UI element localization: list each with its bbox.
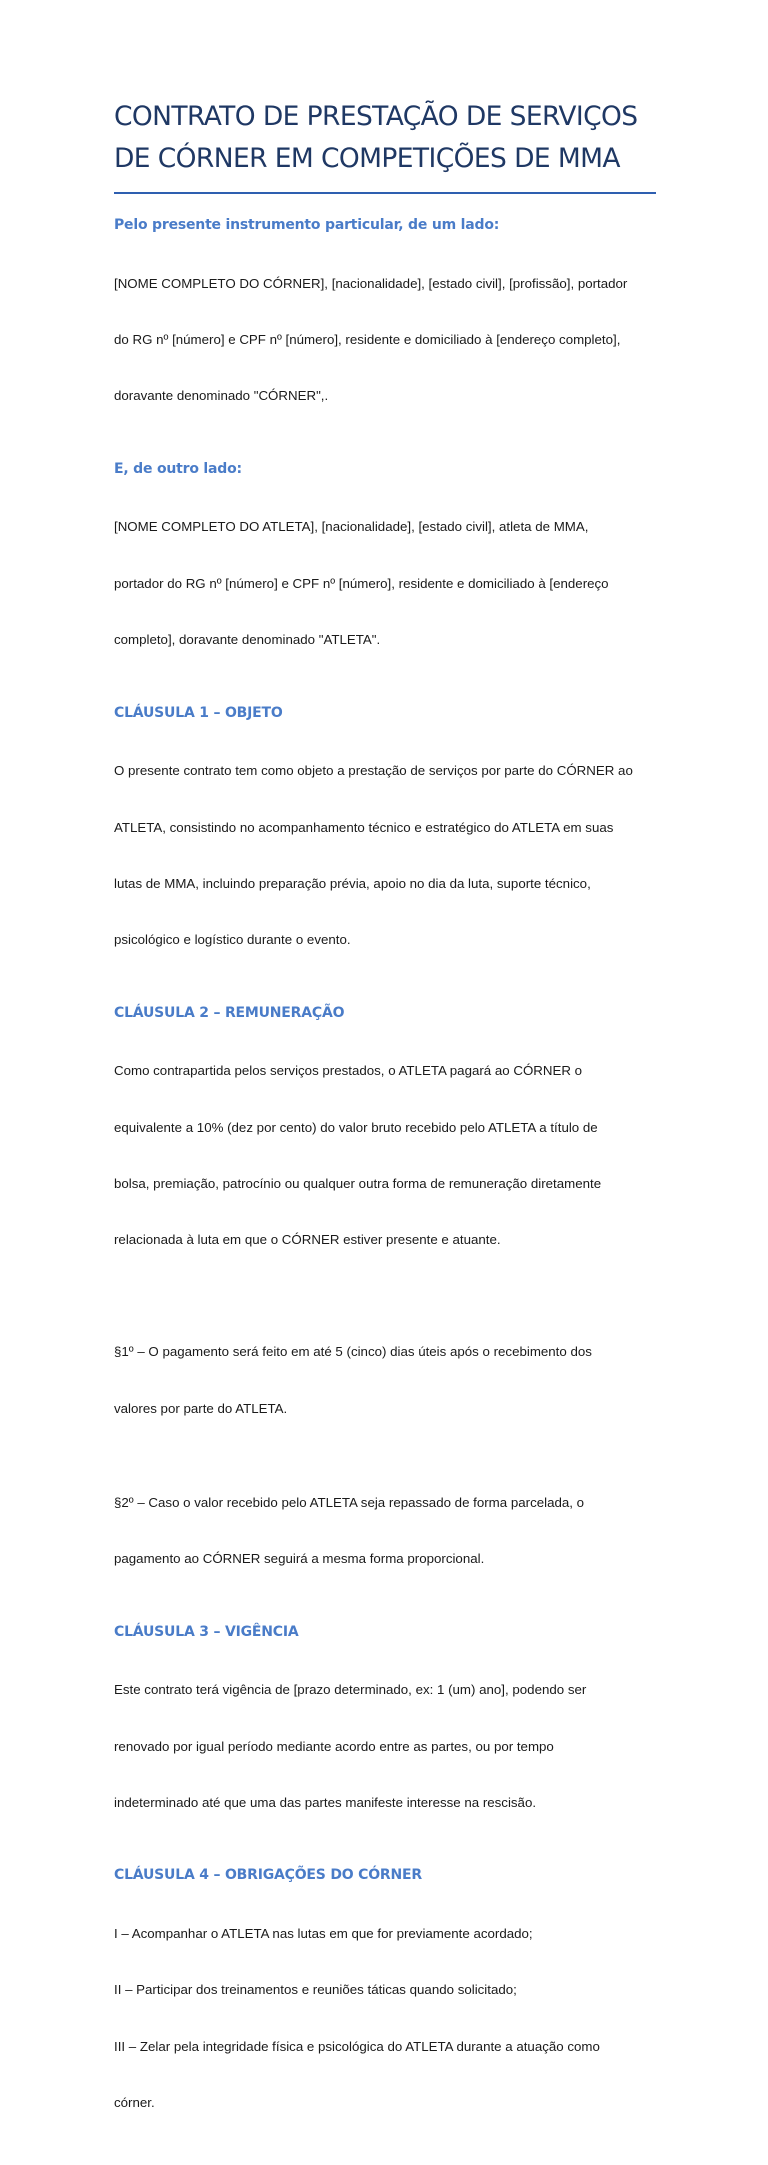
text-line: III – Zelar pela integridade física e psicológica do ATLETA durante a atuação como: [114, 2038, 600, 2054]
title-line: CONTRATO DE PRESTAÇÃO DE SERVIÇOS: [114, 101, 638, 132]
section-clause-4: [114, 1864, 656, 2150]
clause-3-heading: CLÁUSULA 3 – VIGÊNCIA: [114, 1623, 299, 1640]
clause-2-text: [114, 1025, 656, 1288]
text-line: valores por parte do ATLETA.: [114, 1400, 288, 1416]
text-line: O presente contrato tem como objeto a prestação de serviços por parte do CÓRNER ao: [114, 763, 633, 779]
text-line: §1º – O pagamento será feito em até 5 (cinco) dias úteis após o recebimento dos: [114, 1344, 592, 1360]
clause-2-paragraph-2: [114, 1456, 656, 1606]
text-line: indeterminado até que uma das partes manifeste interesse na rescisão.: [114, 1794, 537, 1810]
document-title: [114, 96, 656, 180]
section-clause-1: [114, 702, 656, 988]
title-divider: [114, 192, 656, 194]
text-line: bolsa, premiação, patrocínio ou qualquer outra forma de remuneração diretamente: [114, 1176, 602, 1192]
text-line: [NOME COMPLETO DO ATLETA], [nacionalidade], [estado civil], atleta de MMA,: [114, 519, 589, 535]
clause-1-text: [114, 725, 656, 988]
text-line: Este contrato terá vigência de [prazo determinado, ex: 1 (um) ano], podendo ser: [114, 1682, 587, 1698]
clause-4-heading: CLÁUSULA 4 – OBRIGAÇÕES DO CÓRNER: [114, 1867, 422, 1884]
clause-4-text: [114, 1887, 656, 2150]
first-party-text: [114, 237, 656, 444]
text-line: Como contrapartida pelos serviços prestados, o ATLETA pagará ao CÓRNER o: [114, 1063, 583, 1079]
paragraph-gap: [114, 1288, 656, 1306]
text-line: ATLETA, consistindo no acompanhamento técnico e estratégico do ATLETA em suas: [114, 819, 614, 835]
text-line: do RG nº [número] e CPF nº [número], residente e domiciliado à [endereço completo],: [114, 331, 621, 347]
text-line: [NOME COMPLETO DO CÓRNER], [nacionalidade], [estado civil], [profissão], portador: [114, 275, 628, 291]
second-party-text: [114, 481, 656, 688]
text-line: §2º – Caso o valor recebido pelo ATLETA seja repassado de forma parcelada, o: [114, 1494, 585, 1510]
text-line: psicológico e logístico durante o evento.: [114, 932, 351, 948]
text-line: relacionada à luta em que o CÓRNER estiver presente e atuante.: [114, 1232, 501, 1248]
title-line: DE CÓRNER EM COMPETIÇÕES DE MMA: [114, 143, 620, 174]
second-party-heading: E, de outro lado:: [114, 460, 242, 477]
text-line: equivalente a 10% (dez por cento) do valor bruto recebido pelo ATLETA a título de: [114, 1119, 598, 1135]
document-page: [114, 96, 656, 2165]
clause-2-paragraph-1: [114, 1306, 656, 1456]
section-clause-3: [114, 1621, 656, 1851]
text-line: doravante denominado "CÓRNER",.: [114, 388, 329, 404]
text-line: portador do RG nº [número] e CPF nº [número], residente e domiciliado à [endereço: [114, 575, 609, 591]
section-first-party: [114, 214, 656, 444]
text-line: I – Acompanhar o ATLETA nas lutas em que for previamente acordado;: [114, 1925, 533, 1941]
text-line: II – Participar dos treinamentos e reuniões táticas quando solicitado;: [114, 1982, 517, 1998]
text-line: completo], doravante denominado "ATLETA".: [114, 632, 381, 648]
section-clause-2: [114, 1002, 656, 1607]
text-line: córner.: [114, 2095, 155, 2111]
section-second-party: [114, 458, 656, 688]
text-line: renovado por igual período mediante acordo entre as partes, ou por tempo: [114, 1738, 554, 1754]
text-line: pagamento ao CÓRNER seguirá a mesma forma proporcional.: [114, 1551, 485, 1567]
text-line: lutas de MMA, incluindo preparação prévia, apoio no dia da luta, suporte técnico,: [114, 875, 591, 891]
first-party-heading: Pelo presente instrumento particular, de um lado:: [114, 217, 500, 233]
clause-3-text: [114, 1644, 656, 1851]
clause-2-heading: CLÁUSULA 2 – REMUNERAÇÃO: [114, 1004, 345, 1021]
clause-1-heading: CLÁUSULA 1 – OBJETO: [114, 704, 283, 721]
